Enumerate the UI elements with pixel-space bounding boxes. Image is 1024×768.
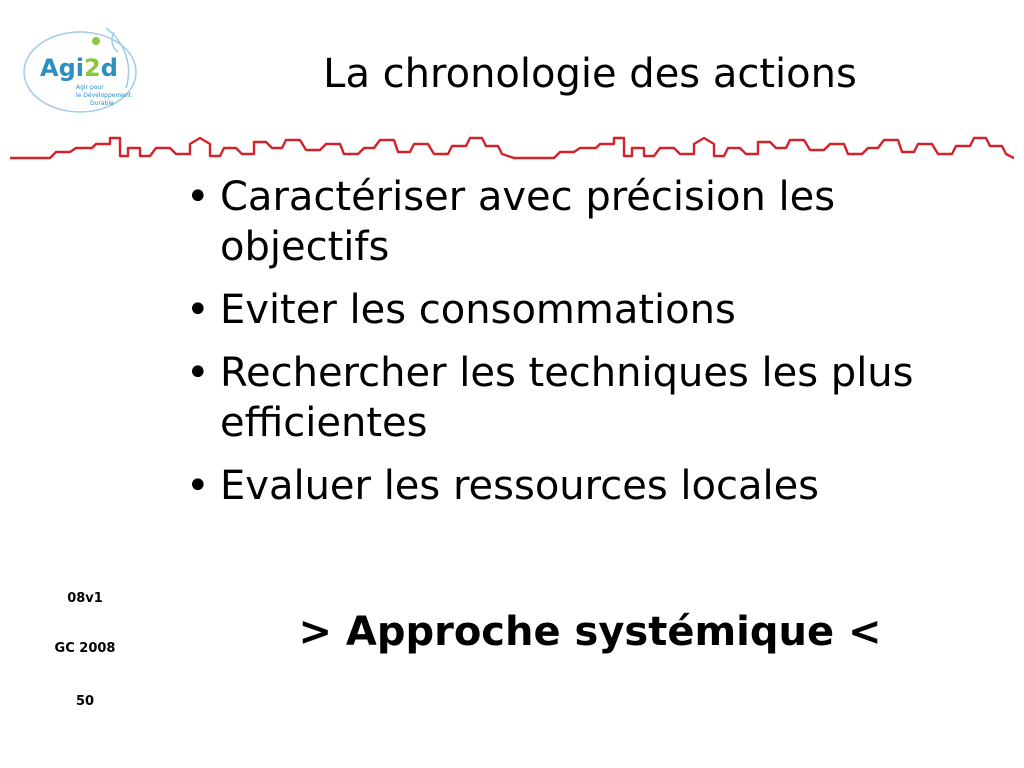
bullet-dot-icon: •	[186, 174, 210, 220]
house-silhouette-border	[10, 128, 1014, 164]
footer-page-number: 50	[75, 694, 95, 709]
agi2d-logo	[18, 10, 148, 122]
bullet-text: Caractériser avec précision les objectifs	[220, 174, 836, 270]
logo-wordmark: Agi2d	[40, 54, 118, 82]
bullet-list	[184, 172, 974, 524]
bullet-item	[184, 172, 974, 272]
bullet-dot-icon: •	[186, 287, 210, 333]
logo-tagline-1: Agir pour	[76, 84, 104, 91]
border-line-right	[514, 138, 1014, 158]
conclusion-text: > Approche systémique <	[298, 609, 882, 655]
bullet-text: Rechercher les techniques les plus efficientes	[220, 350, 914, 446]
logo-tagline-3: Durable	[90, 100, 114, 107]
slide-title: La chronologie des actions	[323, 51, 857, 97]
leaf-icon	[92, 37, 100, 45]
footer-author: GC 2008	[54, 641, 116, 656]
bullet-item	[184, 285, 974, 335]
bullet-dot-icon: •	[186, 350, 210, 396]
bullet-dot-icon: •	[186, 463, 210, 509]
bullet-item	[184, 461, 974, 511]
footer-version: 08v1	[67, 591, 103, 606]
logo-tagline-2: le Développement	[76, 92, 132, 99]
bullet-text: Evaluer les ressources locales	[220, 463, 820, 509]
bullet-text: Eviter les consommations	[220, 287, 736, 333]
border-line-left	[10, 138, 514, 158]
bullet-item	[184, 348, 974, 448]
